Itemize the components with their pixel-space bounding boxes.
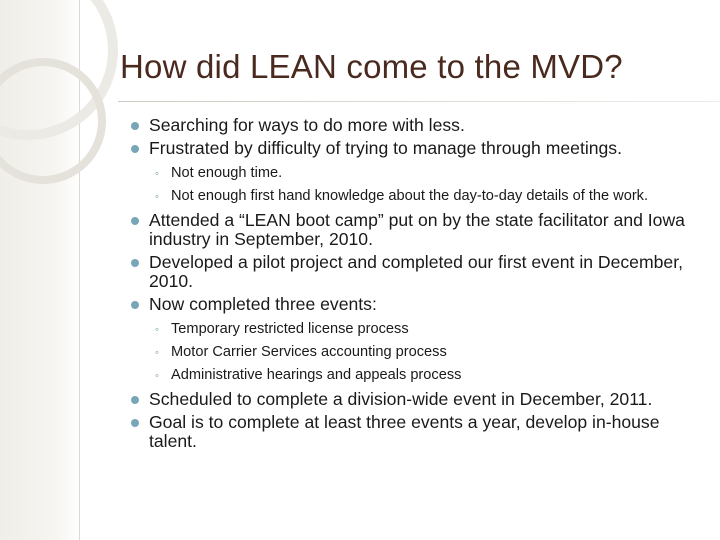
bullet-item	[131, 139, 696, 158]
bullet-text: Now completed three events:	[149, 294, 377, 314]
bullet-icon	[131, 419, 139, 427]
bullet-icon	[131, 145, 139, 153]
bullet-icon	[131, 301, 139, 309]
bullet-item	[131, 390, 696, 409]
bullet-text: Attended a “LEAN boot camp” put on by the state facilitator and Iowa industry in September, 2010.	[149, 210, 685, 249]
sub-bullet-icon: ◦	[155, 324, 159, 336]
sub-bullet-text: Not enough first hand knowledge about the day-to-day details of the work.	[171, 188, 649, 204]
bullet-item	[131, 116, 696, 135]
bullet-item	[131, 413, 696, 451]
bullet-item	[131, 253, 696, 291]
sub-bullet-item	[155, 188, 696, 205]
bullet-icon	[131, 396, 139, 404]
bullet-item	[131, 211, 696, 249]
bullet-text: Searching for ways to do more with less.	[149, 115, 465, 135]
sub-bullet-text: Motor Carrier Services accounting process	[171, 344, 447, 360]
slide-title: How did LEAN come to the MVD?	[120, 48, 623, 85]
sub-bullet-icon: ◦	[155, 168, 159, 180]
sub-bullet-item	[155, 321, 696, 338]
sub-bullet-text: Administrative hearings and appeals process	[171, 367, 462, 383]
bullet-text: Frustrated by difficulty of trying to manage through meetings.	[149, 138, 622, 158]
sub-bullet-text: Temporary restricted license process	[171, 321, 409, 337]
bullet-icon	[131, 122, 139, 130]
sub-bullet-item	[155, 344, 696, 361]
bullet-text: Developed a pilot project and completed our first event in December, 2010.	[149, 252, 683, 291]
sub-bullet-icon: ◦	[155, 347, 159, 359]
title-underline	[118, 101, 720, 102]
sub-bullet-text: Not enough time.	[171, 165, 283, 181]
sub-bullet-icon: ◦	[155, 191, 159, 203]
bullet-text: Scheduled to complete a division-wide event in December, 2011.	[149, 389, 653, 409]
slide-content	[131, 116, 696, 455]
bullet-icon	[131, 259, 139, 267]
sub-bullet-list	[155, 321, 696, 384]
sub-bullet-item	[155, 367, 696, 384]
sub-bullet-list	[155, 165, 696, 205]
sub-bullet-icon: ◦	[155, 370, 159, 382]
bullet-icon	[131, 217, 139, 225]
bullet-text: Goal is to complete at least three events a year, develop in-house talent.	[149, 412, 660, 451]
bullet-item	[131, 295, 696, 314]
sub-bullet-item	[155, 165, 696, 182]
